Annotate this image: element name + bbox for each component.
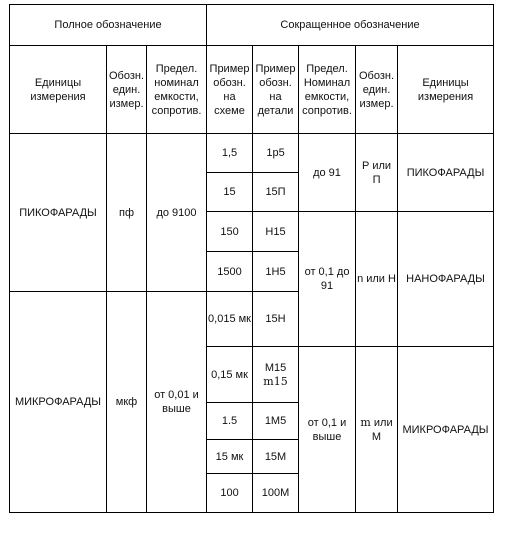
designation-table-wrap bbox=[9, 4, 494, 513]
subheader-range-left: Предел. номинал емкости, сопротив. bbox=[147, 46, 207, 134]
part-example-cell bbox=[253, 347, 299, 403]
subheader-abbr-left: Обозн. един. измер. bbox=[107, 46, 147, 134]
scheme-example-cell: 1.5 bbox=[207, 403, 253, 440]
scheme-example-cell: 15 bbox=[207, 173, 253, 212]
right-nano-abbr-cell: n или Н bbox=[356, 212, 398, 347]
right-micro-abbr-cell bbox=[356, 347, 398, 513]
right-micro-abbr-tail: или М bbox=[370, 416, 393, 443]
right-nano-range-cell: от 0,1 до 91 bbox=[299, 212, 356, 347]
scheme-example-cell: 100 bbox=[207, 474, 253, 513]
micro-unit-cell: МИКРОФАРАДЫ bbox=[10, 292, 107, 513]
right-micro-range-cell: от 0,1 и выше bbox=[299, 347, 356, 513]
right-pico-unit-cell: ПИКОФАРАДЫ bbox=[398, 134, 494, 212]
right-pico-abbr-cell: Р или П bbox=[356, 134, 398, 212]
subheader-example-scheme: Пример обозн. на схеме bbox=[207, 46, 253, 134]
right-micro-abbr-m: m bbox=[360, 415, 371, 429]
micro-range-cell: от 0,01 и выше bbox=[147, 292, 207, 513]
part-example-cell: Н15 bbox=[253, 212, 299, 252]
part-example-line: М15 bbox=[264, 361, 287, 374]
header-full: Полное обозначение bbox=[10, 5, 207, 46]
part-example-cell: 15П bbox=[253, 173, 299, 212]
subheader-range-right: Предел. Номинал емкости, сопротив. bbox=[299, 46, 356, 134]
scheme-example-cell: 15 мк bbox=[207, 440, 253, 474]
subheader-units-left: Единицы измерения bbox=[10, 46, 107, 134]
pico-unit-cell: ПИКОФАРАДЫ bbox=[10, 134, 107, 292]
part-example-line-m: m15 bbox=[263, 374, 288, 388]
scheme-example-cell: 0,015 мк bbox=[207, 292, 253, 347]
header-short: Сокращенное обозначение bbox=[207, 5, 494, 46]
right-nano-unit-cell: НАНОФАРАДЫ bbox=[398, 212, 494, 347]
part-example-cell: 15М bbox=[253, 440, 299, 474]
scheme-example-cell: 1500 bbox=[207, 252, 253, 292]
scheme-example-cell: 0,15 мк bbox=[207, 347, 253, 403]
part-example-cell: 15Н bbox=[253, 292, 299, 347]
capacitor-designation-table bbox=[9, 4, 494, 513]
part-example-cell: 1р5 bbox=[253, 134, 299, 173]
micro-abbr-cell: мкф bbox=[107, 292, 147, 513]
part-example-cell: 100М bbox=[253, 474, 299, 513]
pico-range-cell: до 9100 bbox=[147, 134, 207, 292]
right-micro-unit-cell: МИКРОФАРАДЫ bbox=[398, 347, 494, 513]
subheader-units-right: Единицы измерения bbox=[398, 46, 494, 134]
scheme-example-cell: 1,5 bbox=[207, 134, 253, 173]
pico-abbr-cell: пф bbox=[107, 134, 147, 292]
part-example-cell: 1Н5 bbox=[253, 252, 299, 292]
right-pico-range-cell: до 91 bbox=[299, 134, 356, 212]
subheader-abbr-right: Обозн. един. измер. bbox=[356, 46, 398, 134]
scheme-example-cell: 150 bbox=[207, 212, 253, 252]
part-example-cell: 1М5 bbox=[253, 403, 299, 440]
subheader-example-part: Пример обозн. на детали bbox=[253, 46, 299, 134]
